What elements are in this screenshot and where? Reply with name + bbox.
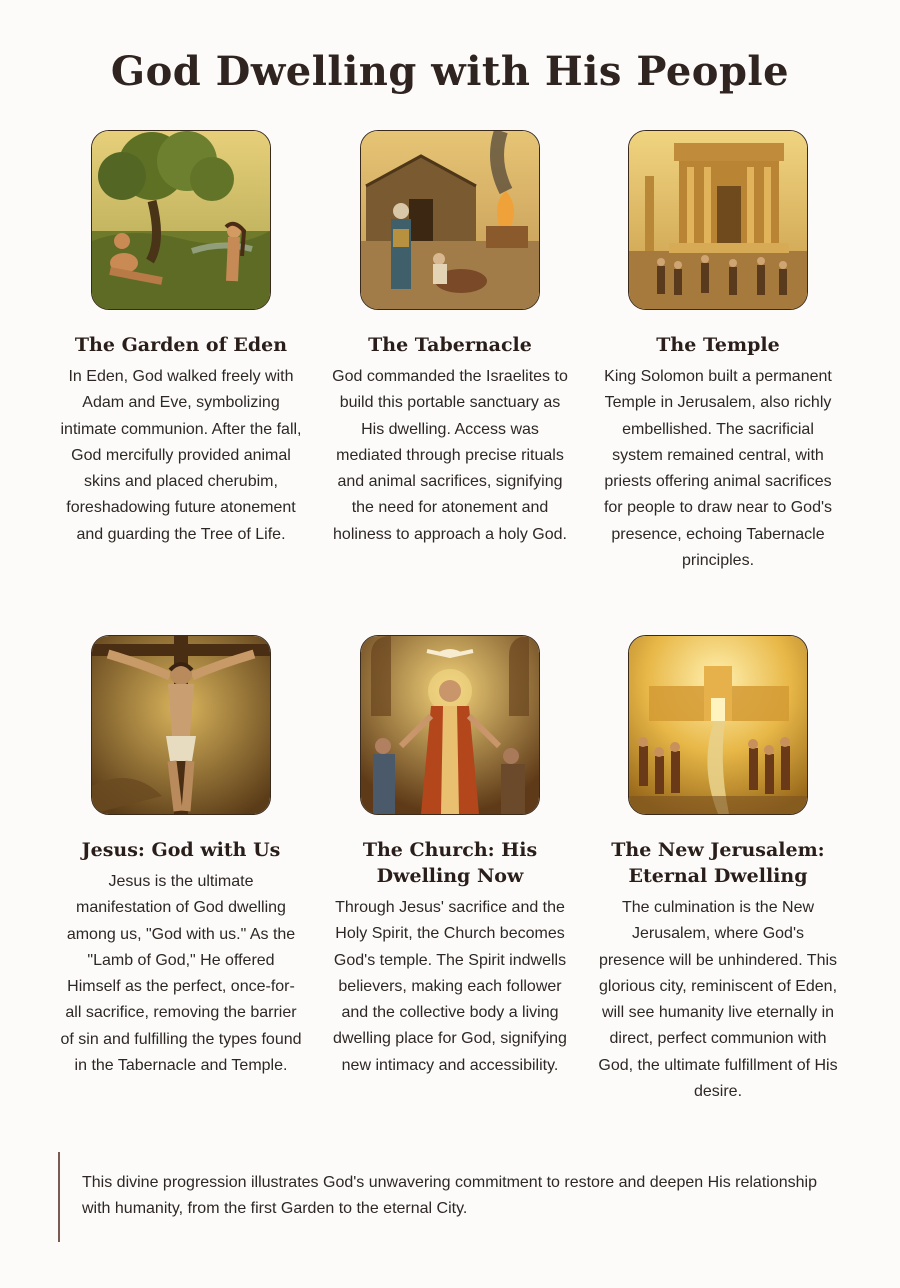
card-temple (593, 130, 843, 574)
card-title: The Garden of Eden (74, 334, 288, 356)
summary-callout (58, 1152, 818, 1242)
new-jerusalem-image (628, 635, 808, 815)
card-jesus (56, 635, 306, 1079)
card-tabernacle (325, 130, 575, 548)
card-text: Through Jesus' sacrifice and the Holy Spirit, the Church becomes God's temple. The Spirit indwells believers, making each follower and the collective body a living dwelling place for God, signifying new intimacy and accessibility. (333, 899, 567, 1074)
summary-text: This divine progression illustrates God's unwavering commitment to restore and deepen His relationship with humanity, from the first Garden to the eternal City. (82, 1174, 817, 1217)
card-title: The Church: His Dwelling Now (362, 839, 538, 887)
page-title: God Dwelling with His People (110, 48, 790, 95)
card-title: The Temple (656, 334, 780, 356)
card-title: The Tabernacle (368, 334, 532, 356)
tabernacle-image (360, 130, 540, 310)
card-text: God commanded the Israelites to build this portable sanctuary as His dwelling. Access was mediated through precise rituals and animal sacrifices, signifying the need for atonement and holiness to approach a holy God. (332, 368, 568, 543)
card-text: In Eden, God walked freely with Adam and Eve, symbolizing intimate communion. After the fall, God mercifully provided animal skins and placed cherubim, foreshadowing future atonement and guarding the Tree of Life. (60, 368, 302, 543)
card-title: Jesus: God with Us (81, 839, 281, 861)
church-image (360, 635, 540, 815)
temple-image (628, 130, 808, 310)
card-text: Jesus is the ultimate manifestation of God dwelling among us, "God with us." As the "Lamb of God," He offered Himself as the perfect, once-for-all sacrifice, removing the barrier of sin and fulfilling the types found in the Tabernacle and Temple. (60, 873, 302, 1075)
crucifixion-image (91, 635, 271, 815)
card-new-jerusalem (593, 635, 843, 1105)
card-text: King Solomon built a permanent Temple in Jerusalem, also richly embellished. The sacrificial system remained central, with priests offering animal sacrifices for people to draw near to God's presence, echoing Tabernacle principles. (603, 368, 833, 570)
card-garden-of-eden (56, 130, 306, 548)
card-text: The culmination is the New Jerusalem, where God's presence will be unhindered. This glorious city, reminiscent of Eden, will see humanity live eternally in direct, perfect communion with God, the ultimate fulfillment of His desire. (598, 899, 838, 1101)
card-church (325, 635, 575, 1079)
garden-of-eden-image (91, 130, 271, 310)
card-title: The New Jerusalem: Eternal Dwelling (611, 839, 825, 887)
